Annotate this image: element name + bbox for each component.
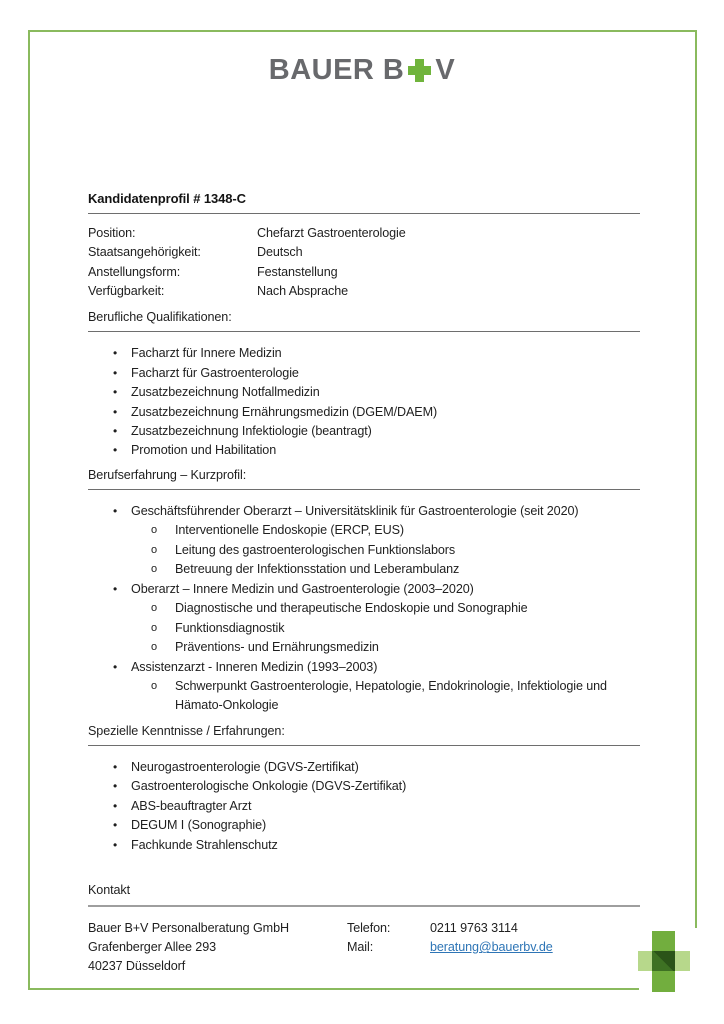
circle-bullet-icon: o xyxy=(151,641,158,654)
green-cross-overlap xyxy=(652,951,675,971)
qualifications-list xyxy=(88,344,640,461)
list-item-text: Zusatzbezeichnung Ernährungsmedizin (DGEM/DAEM) xyxy=(131,404,438,419)
contact-details xyxy=(347,919,640,976)
list-item xyxy=(88,580,640,599)
bullet-icon: • xyxy=(113,798,118,813)
field-row-nationality xyxy=(88,243,640,262)
list-item-text: ABS-beauftragter Arzt xyxy=(131,798,252,813)
list-item xyxy=(88,441,640,460)
list-item xyxy=(88,758,640,777)
list-item-text: Facharzt für Innere Medizin xyxy=(131,346,282,361)
list-item-text: Fachkunde Strahlenschutz xyxy=(131,837,278,852)
circle-bullet-icon: o xyxy=(151,563,158,576)
field-label: Staatsangehörigkeit: xyxy=(88,245,201,260)
section-heading-contact: Kontakt xyxy=(88,883,640,907)
company-street: Grafenberger Allee 293 xyxy=(88,940,217,955)
list-item-text: Zusatzbezeichnung Notfallmedizin xyxy=(131,385,320,400)
list-item-text: Diagnostische und therapeutische Endoskopie und Sonographie xyxy=(175,601,528,616)
list-item xyxy=(88,677,640,716)
experience-list xyxy=(88,502,640,716)
list-item-text: Gastroenterologische Onkologie (DGVS-Zertifikat) xyxy=(131,779,407,794)
bullet-icon: • xyxy=(113,385,118,400)
company-name: Bauer B+V Personalberatung GmbH xyxy=(88,921,289,936)
bullet-icon: • xyxy=(113,581,118,596)
candidate-profile-title: Kandidatenprofil # 1348-C xyxy=(88,191,640,214)
page-border-left xyxy=(28,30,30,990)
bullet-icon: • xyxy=(113,779,118,794)
bullet-icon: • xyxy=(113,503,118,518)
field-value: Festanstellung xyxy=(257,264,338,279)
mail-label: Mail: xyxy=(347,940,374,955)
bullet-icon: • xyxy=(113,346,118,361)
page-border-top xyxy=(28,30,697,32)
bullet-icon: • xyxy=(113,365,118,380)
list-item-text: DEGUM I (Sonographie) xyxy=(131,818,267,833)
bullet-icon: • xyxy=(113,443,118,458)
list-item-text: Präventions- und Ernährungsmedizin xyxy=(175,640,379,655)
circle-bullet-icon: o xyxy=(151,621,158,634)
circle-bullet-icon: o xyxy=(151,602,158,615)
list-item-text: Assistenzarzt - Inneren Medizin (1993–2003) xyxy=(131,659,378,674)
list-item-text: Funktionsdiagnostik xyxy=(175,620,285,635)
section-heading-skills: Spezielle Kenntnisse / Erfahrungen: xyxy=(88,724,640,746)
section-heading-qualifications: Berufliche Qualifikationen: xyxy=(88,310,640,332)
contact-block xyxy=(88,919,640,976)
list-item-text: Interventionelle Endoskopie (ERCP, EUS) xyxy=(175,523,404,538)
field-value: Nach Absprache xyxy=(257,283,349,298)
circle-bullet-icon: o xyxy=(151,543,158,556)
field-label: Position: xyxy=(88,226,136,240)
document-body xyxy=(88,191,640,976)
list-item xyxy=(88,619,640,638)
list-item xyxy=(88,658,640,677)
phone-row xyxy=(347,919,640,938)
bullet-icon: • xyxy=(113,759,118,774)
list-item-text: Facharzt für Gastroenterologie xyxy=(131,365,299,380)
bullet-icon: • xyxy=(113,659,118,674)
list-item xyxy=(88,836,640,855)
phone-label: Telefon: xyxy=(347,921,391,936)
bullet-icon: • xyxy=(113,424,118,438)
field-row-availability xyxy=(88,282,640,301)
bullet-icon: • xyxy=(113,404,118,419)
list-item-text: Zusatzbezeichnung Infektiologie (beantragt) xyxy=(131,424,372,438)
field-value: Deutsch xyxy=(257,245,303,260)
circle-bullet-icon: o xyxy=(151,524,158,537)
list-item-text: Promotion und Habilitation xyxy=(131,443,277,458)
list-item-text: Geschäftsführender Oberarzt – Universitätsklinik für Gastroenterologie (seit 2020) xyxy=(131,503,579,518)
list-item-text: Leitung des gastroenterologischen Funktionslabors xyxy=(175,542,456,557)
skills-list xyxy=(88,758,640,855)
bullet-icon: • xyxy=(113,837,118,852)
phone-value: 0211 9763 3114 xyxy=(430,921,518,936)
list-item-text: Schwerpunkt Gastroenterologie, Hepatologie, Endokrinologie, Infektiologie und Hämato-Onkologie xyxy=(175,678,607,713)
circle-bullet-icon: o xyxy=(151,679,158,692)
list-item xyxy=(88,383,640,402)
bullet-icon: • xyxy=(113,818,118,833)
list-item xyxy=(88,521,640,540)
list-item xyxy=(88,344,640,363)
list-item xyxy=(88,797,640,816)
section-heading-experience: Berufserfahrung – Kurzprofil: xyxy=(88,468,640,490)
list-item xyxy=(88,638,640,657)
list-item xyxy=(88,599,640,618)
company-logo xyxy=(0,56,724,85)
list-item xyxy=(88,816,640,835)
list-item xyxy=(88,403,640,422)
list-item xyxy=(88,422,640,441)
page-border-bottom xyxy=(28,988,639,990)
logo-text-right: V xyxy=(435,54,456,86)
profile-fields xyxy=(88,224,640,301)
list-item-text: Oberarzt – Innere Medizin und Gastroenterologie (2003–2020) xyxy=(131,581,474,596)
list-item xyxy=(88,777,640,796)
mail-link[interactable]: beratung@bauerbv.de xyxy=(430,940,553,955)
company-city: 40237 Düsseldorf xyxy=(88,959,186,974)
list-item xyxy=(88,364,640,383)
field-label: Anstellungsform: xyxy=(88,264,181,279)
logo-plus-cross-icon xyxy=(408,59,431,82)
list-item-text: Betreuung der Infektionsstation und Leberambulanz xyxy=(175,562,460,577)
mail-row xyxy=(347,938,640,957)
field-row-employment-type xyxy=(88,263,640,282)
list-item xyxy=(88,560,640,579)
field-label: Verfügbarkeit: xyxy=(88,283,165,298)
logo-text-left: BAUER B xyxy=(268,54,405,86)
list-item xyxy=(88,541,640,560)
list-item xyxy=(88,502,640,521)
field-value: Chefarzt Gastroenterologie xyxy=(257,226,406,240)
company-address xyxy=(88,919,347,976)
list-item-text: Neurogastroenterologie (DGVS-Zertifikat) xyxy=(131,759,359,774)
page-border-right xyxy=(695,30,697,928)
field-row-position xyxy=(88,224,640,243)
